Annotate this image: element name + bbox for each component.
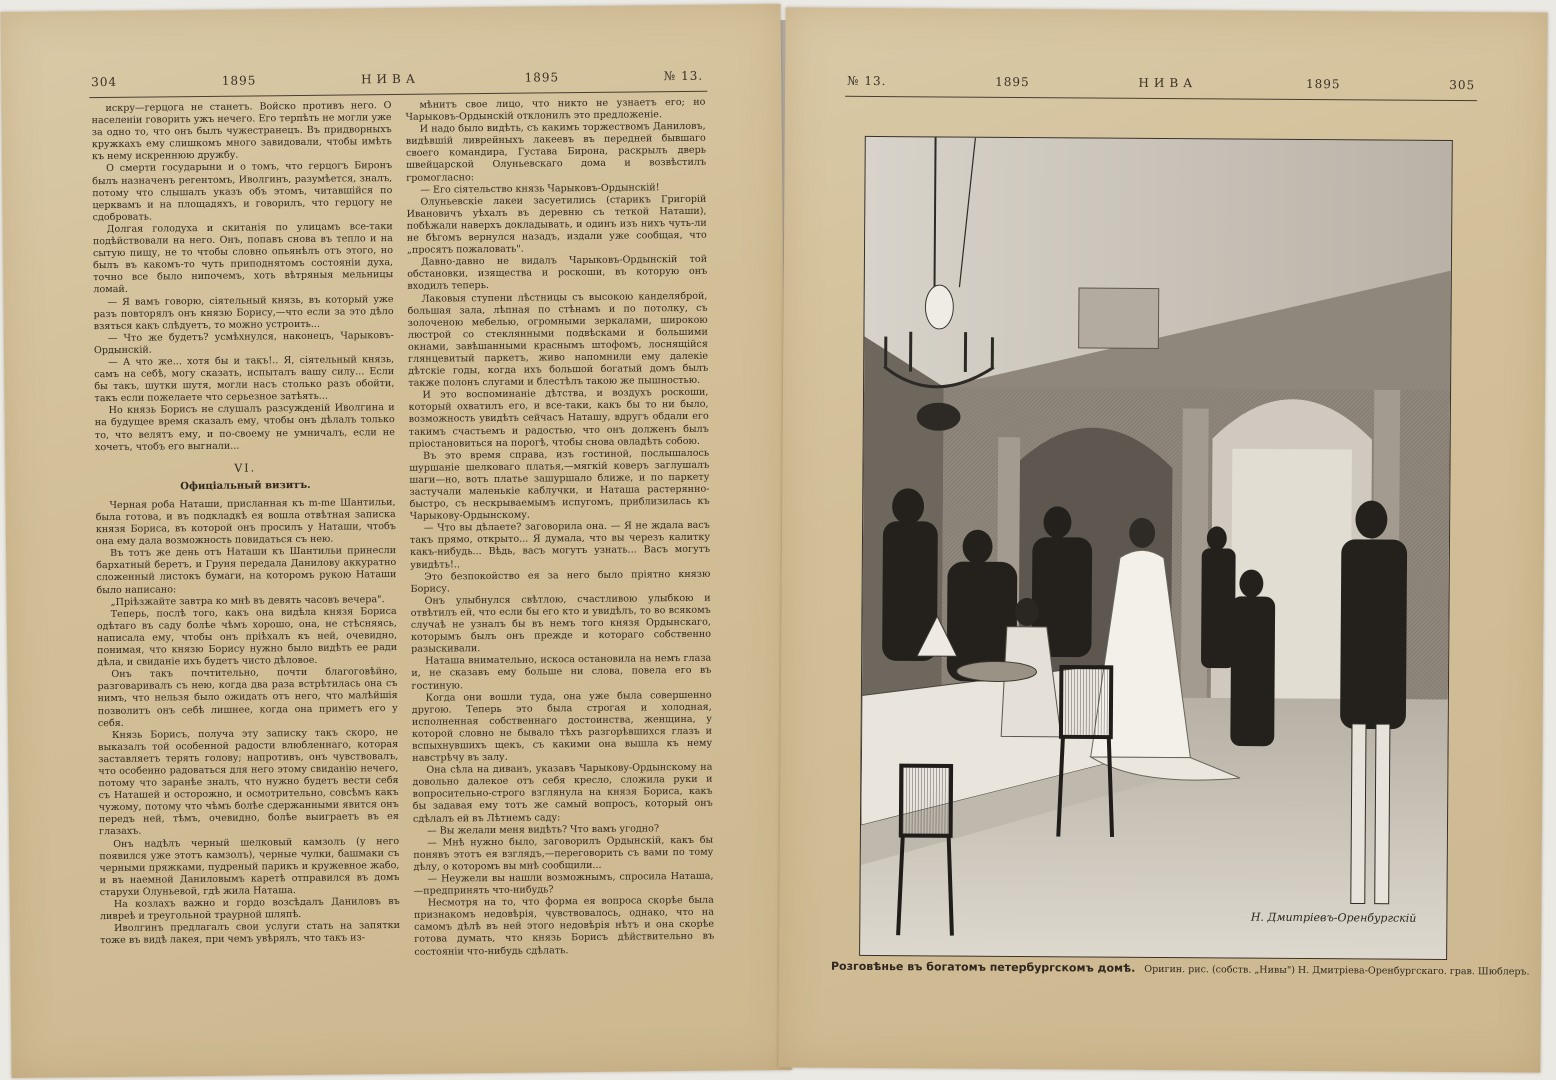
text-column-2 <box>405 97 714 982</box>
paragraph: Наташа внимательно, искоса остановила на немъ глаза и, не сказавъ ему больше ни слова, повела его въ гостиную. <box>411 653 712 692</box>
paragraph: Долгая голодуха и скитанія по улицамъ все-таки подѣйствовали на него. Онъ, попавъ снова въ тепло и на сытую пищу, не то чтобы словно опьянѣлъ отъ этого, но былъ въ какомъ-то чуть приподнятомъ состояніи духа, точно все было нипочемъ, хоть вѣтряныя мельницы ломай. <box>92 220 394 296</box>
paragraph: — Что вы дѣлаете? заговорила она. — Я не ждала васъ такъ прямо, открыто... Я думала, что вы черезъ калитку какъ-нибудь... Вѣдь, васъ могутъ узнать... Васъ могутъ увидѣть!.. <box>409 519 711 571</box>
paragraph: И надо было видѣть, съ какимъ торжествомъ Даниловъ, видѣвшій ливрейныхъ лакеевъ въ передней бывшаго своего командира, Густава Бирона, раскрылъ дверь швейцарской Олуньевскаго дома и возвѣстилъ громогласно: <box>405 120 707 184</box>
paragraph: Онъ надѣлъ черный шелковый камзолъ (у него появился уже этотъ камзолъ), черные чулки, башмаки съ черными пряжками, пудреный парикъ и кружевное жабо, и въ наемной Даниловымъ каретѣ отправился въ домъ старухи Олуньевой, гдѣ жила Наташа. <box>99 835 400 899</box>
paragraph: На козлахъ важно и гордо возсѣдалъ Даниловъ въ ливреѣ и треугольной траурной шляпѣ. <box>99 895 400 923</box>
caption-title: Розговѣнье въ богатомъ петербургскомъ домѣ. <box>830 959 1136 975</box>
page-number: 305 <box>1449 77 1476 93</box>
caption-credit: Оригин. рис. (собств. „Нивы") Н. Дмитріева-Оренбургскаго. грав. Шюблеръ. <box>1144 963 1530 978</box>
issue-number: № 13. <box>663 68 704 84</box>
paragraph: — Мнѣ нужно было, заговорилъ Ордынскій, какъ бы понявъ этотъ ея взглядъ,—переговорить съ вами по тому дѣлу, о которомъ вы мнѣ сообщили... <box>413 834 714 873</box>
illustration-caption <box>830 959 1530 978</box>
left-page-header <box>91 69 703 89</box>
page-number: 304 <box>91 74 118 90</box>
journal-title: НИВА <box>360 71 420 87</box>
paragraph: искру—герцога не станетъ. Войско противъ него. О населеніи говорить ужъ нечего. Его терпѣть не могли уже за одно то, что онъ былъ чужестранецъ. Въ придворныхъ кружкахъ ему слишкомъ много завидовали, чтобы имѣть къ нему искреннюю дружбу. <box>91 100 392 163</box>
header-year-right: 1895 <box>1305 76 1341 92</box>
right-page-header <box>847 74 1475 92</box>
header-year-left: 1895 <box>221 73 257 88</box>
artist-signature: Н. Дмитріевъ-Оренбургскій <box>1250 910 1417 925</box>
left-page <box>0 4 791 1078</box>
paragraph: Въ тотъ же день отъ Наташи къ Шантильи принесли бархатный беретъ, и Груня передала Данилову аккуратно сложенный листокъ бумаги, на которомъ рукою Наташи было написано: <box>96 545 397 596</box>
paragraph: Но князь Борисъ не слушалъ разсужденій Иволгина и на будущее время сказалъ ему, чтобы онъ дѣлалъ только то, что велятъ ему, и по-своему не умничалъ, если не хочетъ, чтобъ его выгнали... <box>94 402 395 453</box>
paragraph: Лаковыя ступени лѣстницы съ высокою канделяброй, большая зала, лѣпная по стѣнамъ и по потолку, съ золоченою мебелью, огромными зеркалами, широкою люстрой со стеклянными подвѣсками и большими окнами, завѣшанными краснымъ штофомъ, лоснящійся глянцевитый паркетъ, живо напомнили ему далекіе дѣтскіе годы, когда ихъ большой богатый домъ былъ также полонъ слугами и блестѣлъ такою же пышностью. <box>407 290 709 390</box>
paragraph: — Что же будетъ? усмѣхнулся, наконецъ, Чарыковъ-Ордынскій. <box>93 329 394 357</box>
right-page <box>778 7 1547 1072</box>
paragraph: Черная роба Наташи, присланная къ m-me Шантильи, была готова, и въ подкладкѣ ея вошла отвѣтная записка князя Бориса, въ которой онъ просилъ у Наташи, чтобъ она ему дала возможность повидаться съ нею. <box>95 496 396 548</box>
paragraph: Онъ такъ почтительно, почти благоговѣйно, разговаривалъ съ нею, когда два раза встрѣтилась она съ нимъ, что нельзя было ожидать отъ него, что малѣйшія позволитъ онъ себѣ лишнее, когда она приметъ его у себя. <box>97 666 398 729</box>
paragraph: О смерти государыни и о томъ, что герцогъ Биронъ былъ назначенъ регентомъ, Иволгинъ, разумѣется, зналъ, потому что слышалъ указъ объ этомъ, читавшійся по церквамъ и на площадяхъ, и говорилъ, что герцогу не сдобровать. <box>92 160 393 224</box>
paragraph: Несмотря на то, что форма ея вопроса скорѣе была признакомъ недовѣрія, чувствовалось, однако, что на самомъ дѣлѣ въ ней этого недовѣрія нѣтъ и она скорѣе готова думать, что князь Борисъ дѣйствительно въ состояніи что-нибудь сдѣлать. <box>413 894 715 958</box>
paragraph: Давно-давно не видалъ Чарыковъ-Ордынскій той обстановки, изящества и роскоши, въ которую онъ входилъ теперь. <box>407 253 708 293</box>
paragraph: Онъ улыбнулся свѣтлою, счастливою улыбкою и отвѣтилъ ей, что если бы его кто и увидѣлъ, то во всякомъ случаѣ не узналъ бы въ немъ того князя Ордынскаго, которымъ былъ онъ прежде и котораго собственно разыскивали. <box>410 592 712 656</box>
column2-paragraphs <box>405 97 714 959</box>
paragraph: — Неужели вы нашли возможнымъ, спросила Наташа,—предпринять что-нибудь? <box>413 870 714 897</box>
header-year-right: 1895 <box>524 70 560 85</box>
paragraph: — Его сіятельство князь Чарыковъ-Ордынскій! <box>420 181 660 196</box>
header-year-left: 1895 <box>995 74 1030 90</box>
engraving-scene <box>860 137 1452 959</box>
paragraph: И это воспоминаніе дѣтства, и воздухъ роскоши, который охватилъ его, и все-таки, какъ бы то ни было, возможность увидѣть сейчасъ Наташу, вдругъ обдали его такимъ счастьемъ и радостью, что онъ долженъ былъ пріостановиться на порогѣ, чтобы снова овладѣть собою. <box>408 386 709 450</box>
paragraph: мѣнитъ свое лицо, что никто не узнаетъ его; но Чарыковъ-Ордынскій отклонилъ это предложеніе. <box>405 96 706 123</box>
text-column-1 <box>91 100 400 985</box>
column1-paragraphs-2 <box>96 497 401 948</box>
paragraph: Когда они вошли туда, она уже была совершенно другою. Теперь это была строгая и холодная, исполненная собственнаго достоинства, женщина, у которой словно не бывало тѣхъ разгорѣвшихся глазъ и вспыхнувшихъ щекъ, съ какими она вышла къ нему навстрѣчу въ залу. <box>411 689 713 764</box>
paragraph: — А что же... хотя бы и такъ!.. Я, сіятельный князь, самъ на себѣ, могу сказать, испыталъ вашу силу... Если бы такъ, шутки шутя, могли насъ столько разъ обойти, такъ если пожелаете что серьезное затѣять... <box>94 353 395 405</box>
header-rule <box>845 96 1477 101</box>
paragraph: Иволгинъ предлагалъ свои услуги стать на запятки тоже въ видѣ лакея, при чемъ увѣрялъ, что такъ из- <box>100 920 401 947</box>
paragraph: Князь Борисъ, получа эту записку такъ скоро, не выказалъ той особенной радости влюбленнаго, которая заставляетъ терять голову; напротивъ, онъ чувствовалъ, что особенно радоваться для него этому свиданію нечего, потому что заранѣе зналъ, что нужно будетъ вести себя съ Наташей и осторожно, и осмотрительно, совсѣмъ какъ чужому, потому что чѣмъ болѣе сдержанными явится онъ передъ ней, тѣмъ, очевидно, болѣе выиграетъ въ ея глазахъ. <box>98 726 399 838</box>
journal-title: НИВА <box>1138 75 1198 91</box>
paragraph: — Я вамъ говорю, сіятельный князь, въ который уже разъ повторялъ онъ князю Борису,—что если за это дѣло взяться какъ слѣдуетъ, то можно устроить... <box>93 293 394 332</box>
column1-paragraphs <box>91 100 395 454</box>
paragraph: Олуньевскіе лакеи засуетились (старикъ Григорій Ивановичъ уѣхалъ въ деревню съ теткой Наташи), побѣжали наверхъ докладывать, и одинъ изъ нихъ чуть-ли не бѣгомъ вернулся назадъ, издали уже сообщая, что „просятъ пожаловать". <box>406 193 707 256</box>
paragraph: — Вы желали меня видѣть? Что вамъ угодно? <box>426 822 660 837</box>
chapter-number: VI. <box>234 461 257 475</box>
chapter-title: Офиціальный визитъ. <box>180 479 311 493</box>
paragraph: Она сѣла на диванъ, указавъ Чарыкову-Ордынскому на довольно далекое отъ себя кресло, сложила руки и вопросительно-строго взглянула на князя Бориса, какъ бы задавая ему тотъ же самый вопросъ, который онъ сдѣлалъ ей въ Лѣтнемъ саду: <box>412 761 713 825</box>
engraving-illustration <box>859 136 1453 960</box>
paragraph: „Пріѣзжайте завтра ко мнѣ въ девять часовъ вечера". <box>110 593 385 608</box>
paragraph: Теперь, послѣ того, какъ она видѣла князя Бориса одѣтаго въ саду болѣе чѣмъ хорошо, она, не стѣсняясь, написала ему, чтобы онъ пріѣхалъ къ ней, очевидно, понимая, что князю Борису нужно было видѣть ее ради дѣла, и свиданіе ихъ будетъ чисто дѣловое. <box>96 605 398 669</box>
paragraph: Въ это время справа, изъ гостиной, послышалось шуршаніе шелковаго платья,—мягкій коверъ заглушалъ шаги—но, вотъ платье зашуршало ближе, и по паркету застучали маленькіе каблучки, и Наташа растерянно-быстро, съ нескрываемымъ испугомъ, приблизилась къ Чарыкову-Ордынскому. <box>409 447 710 523</box>
paragraph: Это безпокойство ея за него было пріятно князю Борису. <box>410 568 711 595</box>
issue-number: № 13. <box>847 73 887 89</box>
